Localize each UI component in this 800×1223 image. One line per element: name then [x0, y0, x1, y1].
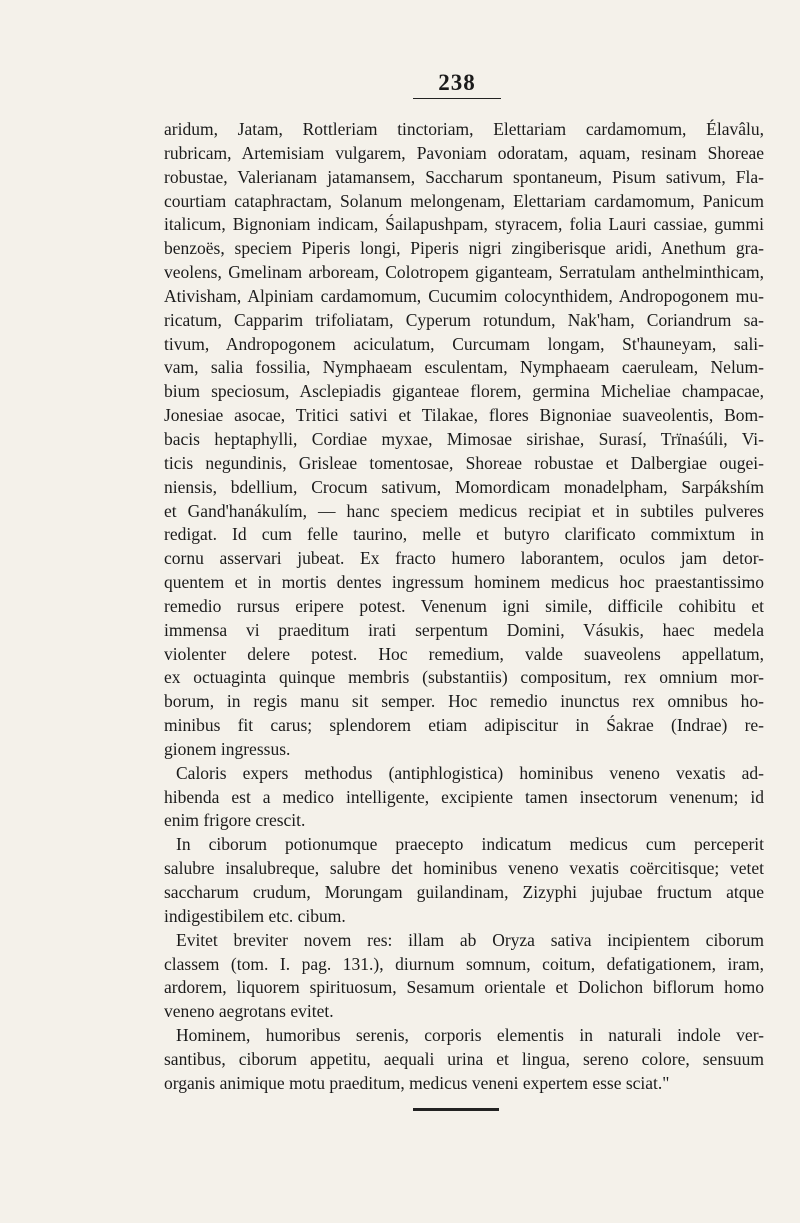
text-line: classem (tom. I. pag. 131.), diurnum somnum, coitum, defatigationem, iram,	[164, 953, 764, 974]
text-line: rubricam, Artemisiam vulgarem, Pavoniam odoratam, aquam, resinam Shoreae	[164, 142, 764, 163]
text-line: salubre insalubreque, salubre det hominibus veneno vexatis coërcitisque; vetet	[164, 858, 764, 879]
text-line: benzoës, speciem Piperis longi, Piperis nigri zingiberisque aridi, Anethum gra-	[164, 238, 764, 259]
text-line: remedio rursus eripere potest. Venenum igni simile, difficile cohibitu et	[164, 595, 764, 616]
text-line: minibus fit carus; splendorem etiam adipiscitur in Śakrae (Indrae) re-	[164, 715, 764, 736]
text-line: Evitet breviter novem res: illam ab Oryza sativa incipientem ciborum	[176, 929, 764, 950]
text-line: Ativisham, Alpiniam cardamomum, Cucumim colocynthidem, Andropogonem mu-	[164, 285, 764, 306]
text-line: enim frigore crescit.	[164, 810, 306, 831]
text-line: borum, in regis manu sit semper. Hoc remedio inunctus rex omnibus ho-	[164, 691, 764, 712]
text-line: ardorem, liquorem spirituosum, Sesamum orientale et Dolichon biflorum homo	[164, 977, 764, 998]
text-line: hibenda est a medico intelligente, excipiente tamen insectorum venenum; id	[164, 786, 764, 807]
text-line: bacis heptaphylli, Cordiae myxae, Mimosae sirishae, Surasí, Trïnaśúli, Vi-	[164, 428, 764, 449]
text-line: immensa vi praeditum irati serpentum Domini, Vásukis, haec medela	[164, 619, 764, 640]
body-text	[164, 118, 764, 1096]
text-line: Hominem, humoribus serenis, corporis elementis in naturali indole ver-	[176, 1025, 764, 1046]
text-line: Jonesiae asocae, Tritici sativi et Tilakae, flores Bignoniae suaveolentis, Bom-	[164, 405, 764, 426]
text-line: veolens, Gmelinam arboream, Colotropem giganteam, Serratulam anthelminthicam,	[164, 262, 764, 283]
text-line: cornu asservari jubeat. Ex fracto humero laborantem, oculos jam detor-	[164, 548, 764, 569]
text-line: Caloris expers methodus (antiphlogistica) hominibus veneno vexatis ad-	[176, 762, 764, 783]
text-line: santibus, ciborum appetitu, aequali urina et lingua, sereno colore, sensuum	[164, 1048, 764, 1069]
text-line: bium speciosum, Asclepiadis giganteae florem, germina Micheliae champacae,	[164, 381, 764, 402]
closing-rule	[413, 1108, 499, 1111]
text-line: gionem ingressus.	[164, 738, 291, 759]
text-line: quentem et in mortis dentes ingressum hominem medicus hoc praestantissimo	[164, 572, 764, 593]
text-line: redigat. Id cum felle taurino, melle et butyro clarificato commixtum in	[164, 524, 764, 545]
text-line: courtiam cataphractam, Solanum melongenam, Elettariam cardamomum, Panicum	[164, 190, 764, 211]
paragraph	[164, 1024, 764, 1096]
text-line: saccharum crudum, Morungam guilandinam, Zizyphi jujubae fructum atque	[164, 882, 764, 902]
text-line: robustae, Valerianam jatamansem, Saccharum spontaneum, Pisum sativum, Fla-	[164, 166, 764, 187]
text-line: indigestibilem etc. cibum.	[164, 905, 346, 926]
page-number: 238	[438, 70, 476, 95]
text-line: aridum, Jatam, Rottleriam tinctoriam, Elettariam cardamomum, Élavâlu,	[164, 119, 764, 139]
text-line: et Gand'hanákulím, — hanc speciem medicus recipiat et in subtiles pulveres	[164, 500, 764, 521]
paragraph	[164, 762, 764, 834]
paragraph	[164, 118, 764, 762]
text-line: tivum, Andropogonem aciculatum, Curcumam longam, St'hauneyam, sali-	[164, 333, 764, 354]
text-line: vam, salia fossilia, Nymphaeam esculentam, Nymphaeam caeruleam, Nelum-	[164, 357, 764, 378]
paragraph	[164, 929, 764, 1024]
text-line: niensis, bdellium, Crocum sativum, Momordicam monadelpham, Sarpákshím	[164, 476, 764, 497]
page-number-underline	[413, 98, 501, 99]
paragraph	[164, 833, 764, 928]
text-line: organis animique motu praeditum, medicus veneni expertem esse sciat."	[164, 1072, 670, 1093]
text-line: ricatum, Capparim trifoliatam, Cyperum rotundum, Nak'ham, Coriandrum sa-	[164, 309, 764, 330]
text-line: ticis negundinis, Grisleae tomentosae, Shoreae robustae et Dalbergiae ougei-	[164, 452, 764, 473]
text-line: violenter delere potest. Hoc remedium, valde suaveolens appellatum,	[164, 643, 764, 664]
text-line: italicum, Bignoniam indicam, Śailapushpam, styracem, folia Lauri cassiae, gummi	[164, 214, 764, 235]
text-line: ex octuaginta quinque membris (substantiis) compositum, rex omnium mor-	[164, 667, 764, 688]
text-line: In ciborum potionumque praecepto indicatum medicus cum perceperit	[176, 834, 764, 855]
text-line: veneno aegrotans evitet.	[164, 1001, 334, 1022]
